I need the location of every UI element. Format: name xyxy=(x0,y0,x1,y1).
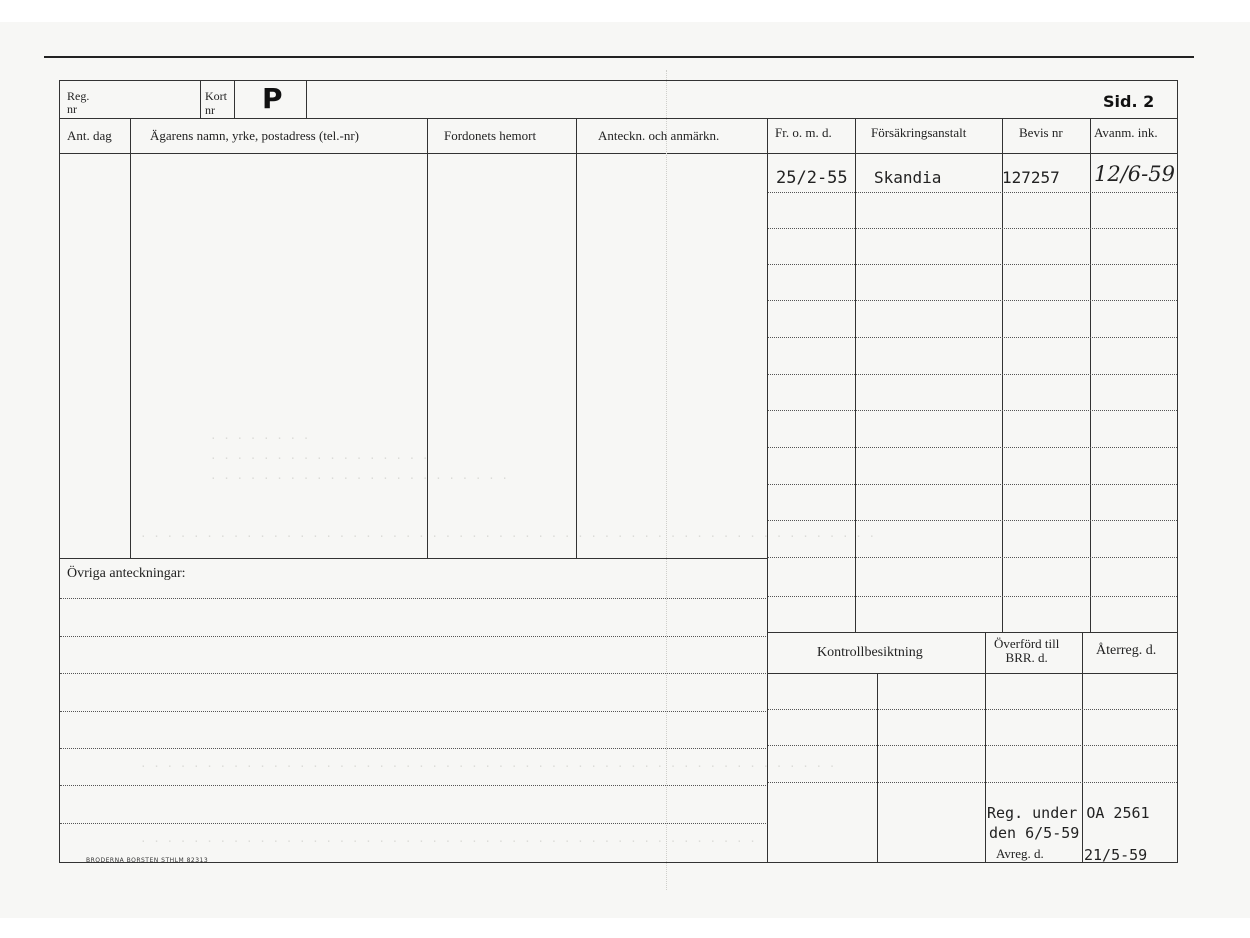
right-row-line xyxy=(768,520,1177,521)
notes-line xyxy=(60,636,766,637)
col-line-1 xyxy=(130,118,131,558)
right-row-line xyxy=(768,228,1177,229)
entry-notice-date: 12/6-59 xyxy=(1094,162,1175,186)
deregistered-label: Avreg. d. xyxy=(996,846,1044,861)
left-table-bottom xyxy=(59,558,767,559)
top-rule xyxy=(44,56,1194,58)
kontrollbesiktning-label: Kontrollbesiktning xyxy=(817,645,923,660)
notes-line xyxy=(60,748,766,749)
col-line-2 xyxy=(427,118,428,558)
reg-date-stamp: den 6/5-59 xyxy=(989,824,1080,842)
column-header-line xyxy=(59,153,1178,154)
kort-p-divider xyxy=(234,80,235,118)
col-header-avanm-ink: Avanm. ink. xyxy=(1094,125,1158,140)
kontroll-row-line xyxy=(768,745,1177,746)
notes-line xyxy=(60,598,766,599)
col-line-5 xyxy=(855,118,856,632)
entry-from-date: 25/2-55 xyxy=(776,168,848,188)
kort-nr-label: Kort nr xyxy=(205,89,227,117)
right-row-line xyxy=(768,337,1177,338)
col-header-fordonets-hemort: Fordonets hemort xyxy=(444,128,537,143)
col-line-3 xyxy=(576,118,577,558)
col-header-bevis-nr: Bevis nr xyxy=(1019,125,1063,140)
deregistered-date: 21/5-59 xyxy=(1084,846,1148,864)
notes-line xyxy=(60,823,766,824)
reg-kort-divider xyxy=(200,80,201,118)
entry-certificate-no: 127257 xyxy=(1002,168,1060,187)
kontroll-col-line xyxy=(877,673,878,863)
notes-line xyxy=(60,785,766,786)
kort-divider xyxy=(306,80,307,118)
col-line-4 xyxy=(767,118,768,863)
other-notes-label: Övriga anteckningar: xyxy=(67,566,186,581)
col-header-ant-dag: Ant. dag xyxy=(67,128,112,143)
printer-imprint: BRODERNA BORSTEN STHLM 82313 xyxy=(86,857,209,864)
kontroll-row-line xyxy=(768,709,1177,710)
kontroll-header-line xyxy=(767,673,1178,674)
right-row-line xyxy=(768,300,1177,301)
col-header-fr-o-m-d: Fr. o. m. d. xyxy=(775,125,832,140)
re-registered-label: Återreg. d. xyxy=(1096,643,1157,658)
notes-line xyxy=(60,673,766,674)
kontroll-row-line xyxy=(768,782,1177,783)
transferred-label: Överförd till BRR. d. xyxy=(994,636,1060,665)
right-row-line xyxy=(768,192,1177,193)
col-line-7 xyxy=(1090,118,1091,632)
reg-under-stamp: Reg. under OA 2561 xyxy=(987,804,1150,822)
right-row-line xyxy=(768,374,1177,375)
right-row-line xyxy=(768,484,1177,485)
col-line-6 xyxy=(1002,118,1003,632)
kontroll-col-line xyxy=(1082,632,1083,863)
page-number: Sid. 2 xyxy=(1103,92,1155,111)
header-row-line xyxy=(59,118,1178,119)
right-row-line xyxy=(768,596,1177,597)
notes-line xyxy=(60,711,766,712)
kontroll-col-line xyxy=(985,632,986,863)
right-row-line xyxy=(768,447,1177,448)
col-header-agarens-namn: Ägarens namn, yrke, postadress (tel.-nr) xyxy=(150,128,360,143)
right-row-line xyxy=(768,410,1177,411)
col-header-forsakringsanstalt: Försäkringsanstalt xyxy=(871,125,967,140)
kontroll-top-line xyxy=(767,632,1178,633)
entry-insurer: Skandia xyxy=(874,168,942,187)
col-header-anteckn: Anteckn. och anmärkn. xyxy=(598,128,720,143)
right-row-line xyxy=(768,557,1177,558)
reg-nr-label: Reg. nr xyxy=(67,89,90,116)
right-row-line xyxy=(768,264,1177,265)
p-marker: P xyxy=(262,82,283,115)
